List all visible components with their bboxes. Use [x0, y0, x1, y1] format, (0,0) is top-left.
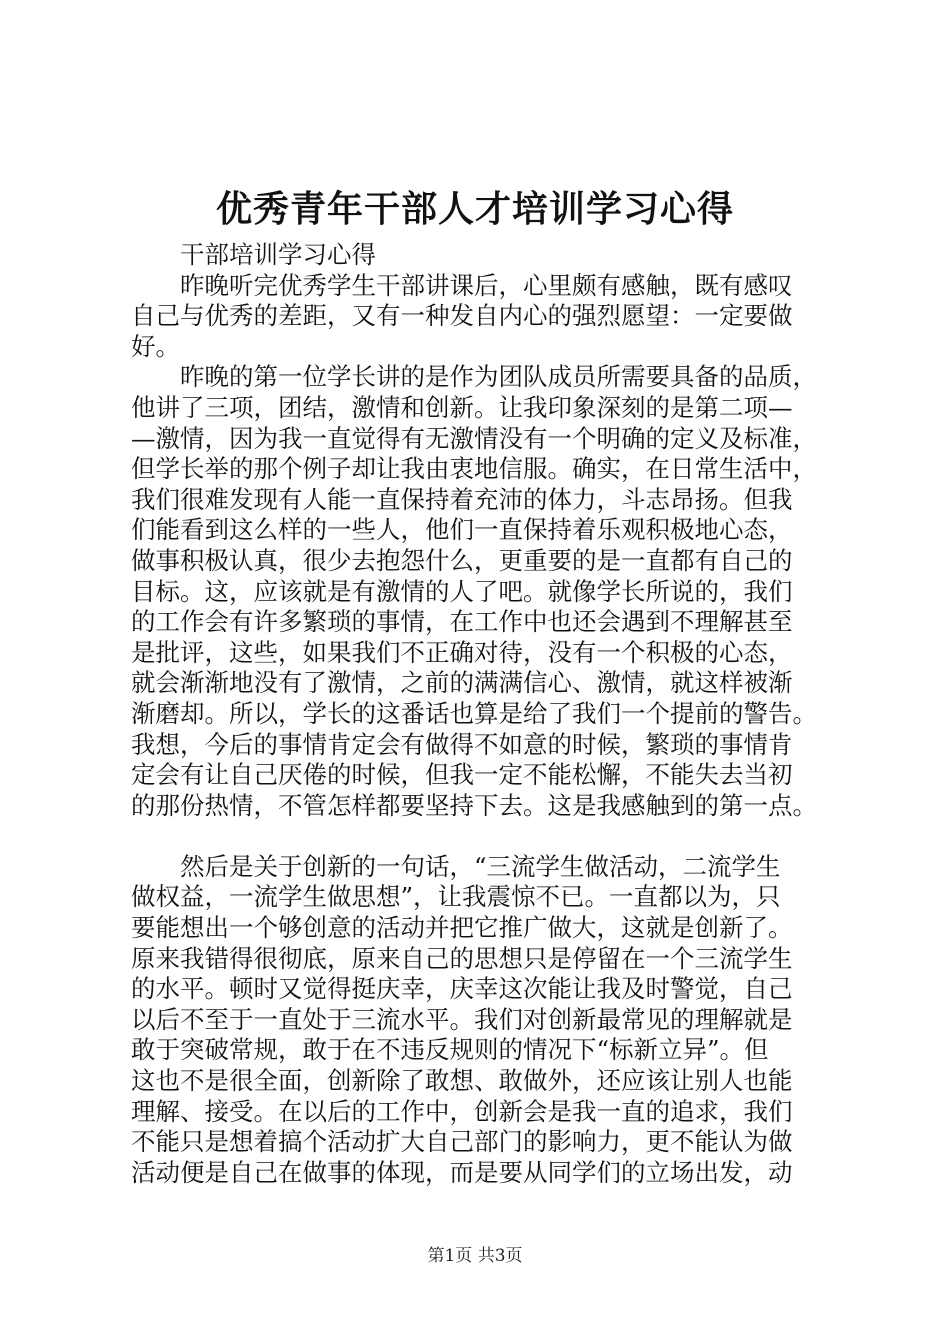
body-line: 他讲了三项，团结，激情和创新。让我印象深刻的是第二项—	[131, 392, 793, 422]
body-line: 的工作会有许多繁琐的事情，在工作中也还会遇到不理解甚至	[131, 607, 793, 637]
page-footer: 第1页 共3页	[427, 1246, 523, 1266]
body-line: 目标。这，应该就是有激情的人了吧。就像学长所说的，我们	[131, 576, 793, 606]
body-line: 我想，今后的事情肯定会有做得不如意的时候，繁琐的事情肯	[131, 729, 793, 759]
body-line: 做权益，一流学生做思想”，让我震惊不已。一直都以为，只	[131, 882, 781, 912]
body-line: 以后不至于一直处于三流水平。我们对创新最常见的理解就是	[131, 1004, 793, 1034]
body-line: 敢于突破常规，敢于在不违反规则的情况下“标新立异”。但	[131, 1035, 769, 1065]
body-line: 昨晚的第一位学长讲的是作为团队成员所需要具备的品质，	[131, 362, 817, 392]
body-line: 干部培训学习心得	[131, 240, 376, 269]
body-line: 活动便是自己在做事的体现，而是要从同学们的立场出发，动	[131, 1157, 793, 1187]
document-body	[131, 240, 849, 1188]
body-line: —激情，因为我一直觉得有无激情没有一个明确的定义及标准，	[131, 423, 817, 453]
body-line: 就会渐渐地没有了激情，之前的满满信心、激情，就这样被渐	[131, 668, 793, 698]
body-line: 渐磨却。所以，学长的这番话也算是给了我们一个提前的警告。	[131, 698, 817, 728]
body-line: 理解、接受。在以后的工作中，创新会是我一直的追求，我们	[131, 1096, 793, 1126]
body-line: 要能想出一个够创意的活动并把它推广做大，这就是创新了。	[131, 913, 793, 943]
body-line: 们能看到这么样的一些人，他们一直保持着乐观积极地心态，	[131, 515, 793, 545]
body-line: 定会有让自己厌倦的时候，但我一定不能松懈，不能失去当初	[131, 760, 793, 790]
body-line: 自己与优秀的差距，又有一种发自内心的强烈愿望：一定要做	[131, 301, 793, 331]
body-line: 好。	[131, 331, 180, 361]
document-title: 优秀青年干部人才培训学习心得	[215, 188, 734, 230]
body-line: 然后是关于创新的一句话，“三流学生做活动，二流学生	[131, 851, 781, 881]
body-line: 我们很难发现有人能一直保持着充沛的体力，斗志昂扬。但我	[131, 484, 793, 514]
body-line: 做事积极认真，很少去抱怨什么，更重要的是一直都有自己的	[131, 545, 793, 575]
body-line: 昨晚听完优秀学生干部讲课后，心里颇有感触，既有感叹	[131, 270, 793, 300]
body-line: 原来我错得很彻底，原来自己的思想只是停留在一个三流学生	[131, 943, 793, 973]
body-line: 的那份热情，不管怎样都要坚持下去。这是我感触到的第一点。	[131, 790, 817, 820]
body-line: 是批评，这些，如果我们不正确对待，没有一个积极的心态，	[131, 637, 793, 667]
body-line: 不能只是想着搞个活动扩大自己部门的影响力，更不能认为做	[131, 1127, 793, 1157]
body-line: 这也不是很全面，创新除了敢想、敢做外，还应该让别人也能	[131, 1066, 793, 1096]
body-line: 但学长举的那个例子却让我由衷地信服。确实，在日常生活中，	[131, 454, 817, 484]
body-line: 的水平。顿时又觉得挺庆幸，庆幸这次能让我及时警觉，自己	[131, 974, 793, 1004]
paragraph-gap	[131, 821, 849, 852]
